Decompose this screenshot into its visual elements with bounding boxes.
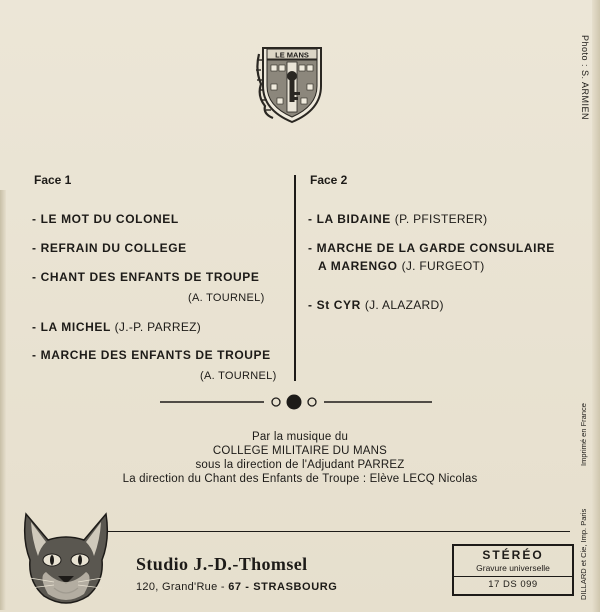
credits-line-4: La direction du Chant des Enfants de Troupe : Elève LECQ Nicolas — [122, 473, 478, 485]
stereo-box — [452, 544, 574, 596]
bottom-rule — [108, 531, 570, 532]
face1-track-2: - REFRAIN DU COLLEGE — [32, 241, 187, 255]
face1-track-1: - LE MOT DU COLONEL — [32, 212, 179, 226]
sleeve-edge-left — [0, 190, 6, 610]
face-divider — [294, 175, 296, 381]
face1-track-3: - CHANT DES ENFANTS DE TROUPE — [32, 270, 260, 284]
face1-track-3-composer: (A. TOURNEL) — [188, 292, 265, 304]
face1-track-5-composer: (A. TOURNEL) — [200, 370, 277, 382]
credits-line-3: sous la direction de l'Adjudant PARREZ — [195, 459, 405, 471]
face2-track-3-composer: (J. ALAZARD) — [364, 298, 444, 312]
ornament-divider — [160, 394, 432, 410]
face1-title: Face 1 — [34, 173, 72, 187]
photo-credit: Photo : S. ARMIEN — [580, 35, 590, 121]
face1-track-4: - LA MICHEL (J.-P. PARREZ) — [32, 320, 202, 334]
face1-track-4-composer: (J.-P. PARREZ) — [114, 320, 202, 334]
stereo-label: STÉRÉO — [482, 548, 544, 562]
face2-track-1: - LA BIDAINE (P. PFISTERER) — [308, 212, 488, 226]
stereo-box-rule — [454, 576, 572, 577]
face2-track-2-line2: A MARENGO (J. FURGEOT) — [318, 259, 485, 273]
face1-track-5: - MARCHE DES ENFANTS DE TROUPE — [32, 348, 271, 362]
printer-credit: DILLARD et Cie, Imp. Paris — [579, 508, 588, 600]
face2-track-3: - St CYR (J. ALAZARD) — [308, 298, 444, 312]
sleeve-edge-right — [592, 0, 600, 612]
credits-line-1: Par la musique du — [251, 431, 349, 443]
cat-logo-icon — [18, 510, 114, 608]
face2-title: Face 2 — [310, 173, 348, 187]
studio-address: 120, Grand'Rue - 67 - STRASBOURG — [136, 581, 338, 593]
svg-text:LE MANS: LE MANS — [275, 50, 309, 60]
le-mans-crest-icon — [253, 40, 331, 126]
studio-name: Studio J.-D.-Thomsel — [136, 554, 308, 574]
catalog-number: 17 DS 099 — [488, 579, 538, 590]
printed-in-france: Imprimé en France — [579, 403, 588, 466]
face2-track-2: - MARCHE DE LA GARDE CONSULAIRE — [308, 241, 555, 255]
face2-track-1-composer: (P. PFISTERER) — [394, 212, 488, 226]
face2-track-2-composer: (J. FURGEOT) — [401, 259, 485, 273]
stereo-subtitle: Gravure universelle — [476, 563, 550, 573]
credits-line-2: COLLEGE MILITAIRE DU MANS — [212, 445, 388, 457]
